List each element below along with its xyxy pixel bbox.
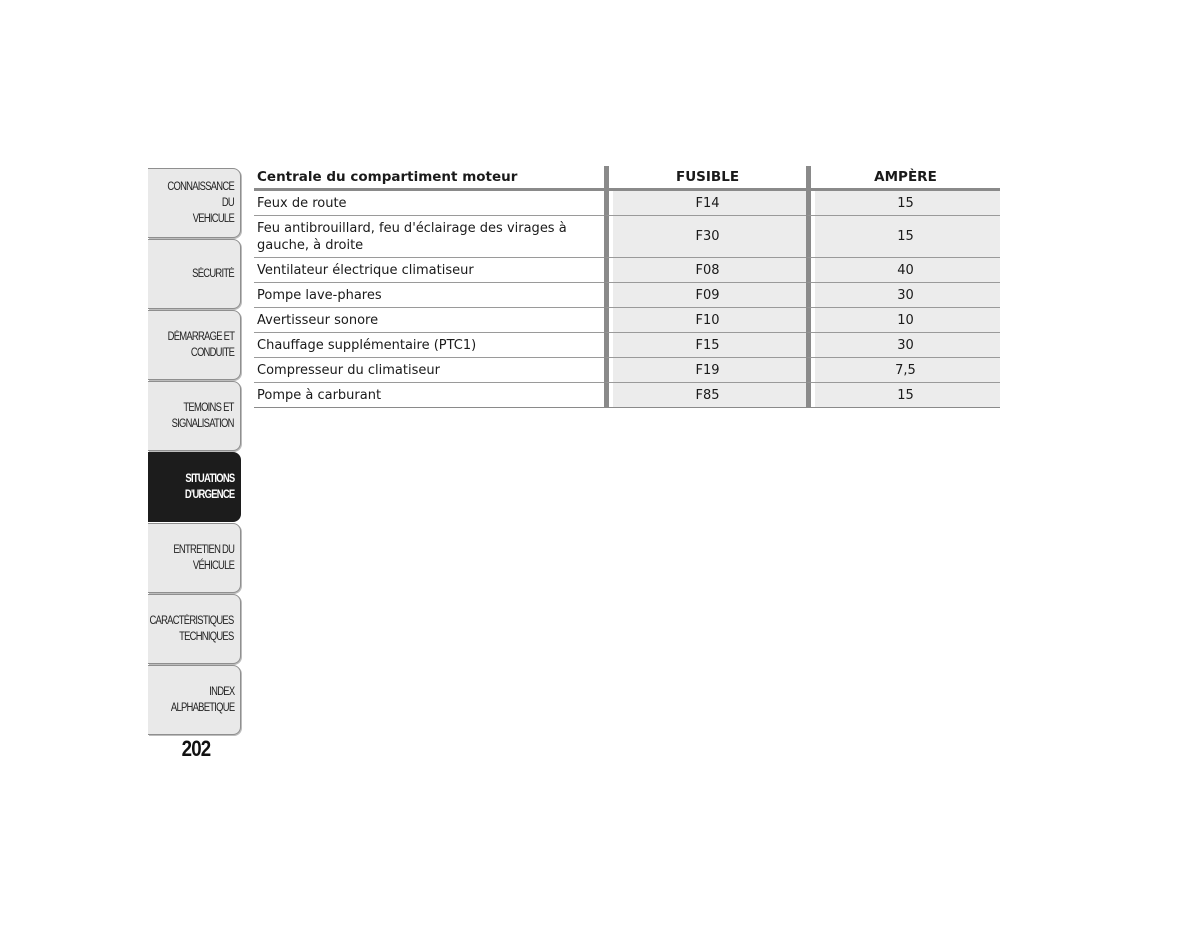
cell-description: Feu antibrouillard, feu d'éclairage des virages à gauche, à droite — [254, 216, 604, 258]
table-header-row — [254, 166, 1000, 191]
cell-ampere: 15 — [806, 383, 1000, 408]
cell-ampere: 15 — [806, 191, 1000, 216]
table-row — [254, 216, 1000, 258]
cell-fuse: F14 — [604, 191, 806, 216]
tab-label: ENTRETIEN DU VÉHICULE — [173, 544, 234, 572]
header-ampere: AMPÈRE — [806, 166, 1000, 191]
cell-description: Avertisseur sonore — [254, 308, 604, 333]
cell-description: Ventilateur électrique climatiseur — [254, 258, 604, 283]
tab-label: TEMOINS ET SIGNALISATION — [171, 402, 234, 430]
tab-securite[interactable] — [148, 239, 241, 309]
tab-demarrage-et-conduite[interactable] — [148, 310, 241, 380]
tab-label: SÉCURITÉ — [192, 268, 234, 280]
cell-ampere: 30 — [806, 333, 1000, 358]
table-row — [254, 258, 1000, 283]
tab-label: CONNAISSANCE DU VEHICULE — [167, 181, 234, 225]
cell-description: Pompe à carburant — [254, 383, 604, 408]
cell-fuse: F09 — [604, 283, 806, 308]
table-row — [254, 283, 1000, 308]
cell-ampere: 15 — [806, 216, 1000, 258]
cell-fuse: F15 — [604, 333, 806, 358]
tab-label: INDEX ALPHABETIQUE — [170, 686, 234, 714]
tab-label: CARACTÉRISTIQUES TECHNIQUES — [149, 615, 234, 643]
cell-ampere: 7,5 — [806, 358, 1000, 383]
table-row — [254, 383, 1000, 408]
cell-fuse: F85 — [604, 383, 806, 408]
header-description: Centrale du compartiment moteur — [254, 166, 604, 191]
cell-ampere: 30 — [806, 283, 1000, 308]
tab-situations-d-urgence[interactable] — [148, 452, 241, 522]
table-row — [254, 333, 1000, 358]
cell-description: Chauffage supplémentaire (PTC1) — [254, 333, 604, 358]
tab-temoins-et-signalisation[interactable] — [148, 381, 241, 451]
tab-label: DÉMARRAGE ET CONDUITE — [167, 331, 234, 359]
cell-fuse: F30 — [604, 216, 806, 258]
table-row — [254, 358, 1000, 383]
cell-fuse: F10 — [604, 308, 806, 333]
cell-description: Feux de route — [254, 191, 604, 216]
table-row — [254, 308, 1000, 333]
tab-caracteristiques-techniques[interactable] — [148, 594, 241, 664]
header-fuse: FUSIBLE — [604, 166, 806, 191]
cell-description: Compresseur du climatiseur — [254, 358, 604, 383]
cell-ampere: 40 — [806, 258, 1000, 283]
tab-connaissance-du-vehicule[interactable] — [148, 168, 241, 238]
tab-index-alphabetique[interactable] — [148, 665, 241, 735]
cell-ampere: 10 — [806, 308, 1000, 333]
page-number: 202 — [181, 736, 211, 761]
cell-description: Pompe lave-phares — [254, 283, 604, 308]
table-row — [254, 191, 1000, 216]
cell-fuse: F08 — [604, 258, 806, 283]
tab-entretien-du-vehicule[interactable] — [148, 523, 241, 593]
fuse-table — [254, 166, 1000, 408]
cell-fuse: F19 — [604, 358, 806, 383]
tab-label: SITUATIONS D'URGENCE — [184, 473, 234, 501]
